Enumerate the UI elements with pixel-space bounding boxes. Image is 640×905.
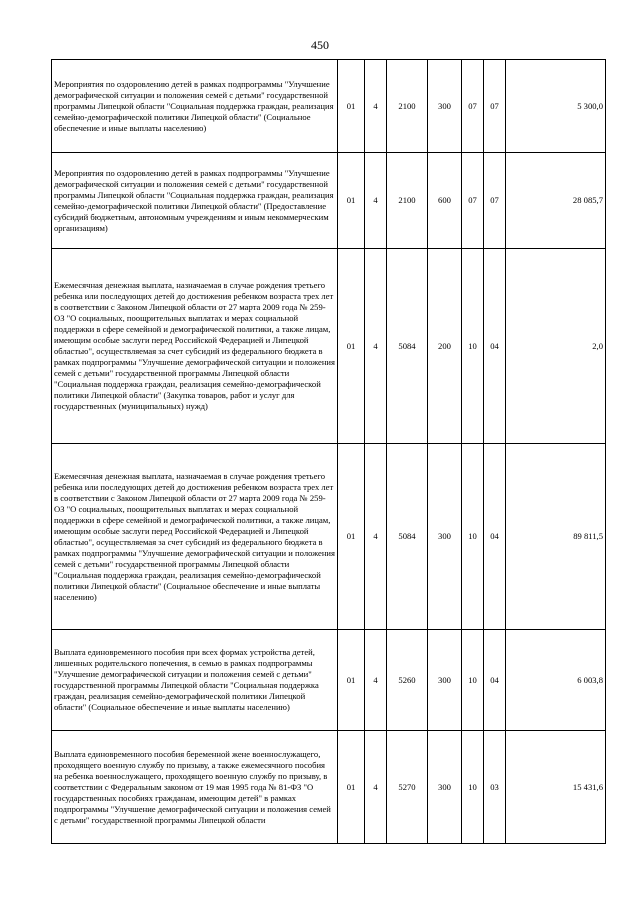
cell-code-2: 4 (365, 249, 387, 444)
cell-amount: 15 431,6 (506, 731, 606, 844)
cell-code-4: 300 (428, 60, 462, 153)
cell-code-3: 5084 (387, 444, 428, 630)
cell-amount: 28 085,7 (506, 153, 606, 249)
row-description: Выплата единовременного пособия при всех формах устройства детей, лишенных родительского попечения, в семью в рамках подпрограммы "Улучшение демографической ситуации и положения семей с детьми" государственной программы Липецкой области "Социальная поддержка граждан, реализация семейно-демографической политики Липецкой области" (Социальное обеспечение и иные выплаты населению) (52, 630, 338, 731)
table-row (52, 444, 606, 630)
cell-code-6: 07 (484, 60, 506, 153)
cell-code-3: 5270 (387, 731, 428, 844)
cell-code-2: 4 (365, 630, 387, 731)
cell-code-1: 01 (338, 731, 365, 844)
cell-code-5: 10 (462, 249, 484, 444)
cell-amount: 5 300,0 (506, 60, 606, 153)
cell-code-6: 04 (484, 630, 506, 731)
cell-code-1: 01 (338, 630, 365, 731)
cell-code-6: 07 (484, 153, 506, 249)
cell-code-2: 4 (365, 60, 387, 153)
page-number: 450 (311, 38, 329, 52)
table-row (52, 630, 606, 731)
cell-code-3: 2100 (387, 153, 428, 249)
cell-code-6: 04 (484, 444, 506, 630)
cell-code-5: 10 (462, 731, 484, 844)
table-row (52, 249, 606, 444)
cell-code-6: 04 (484, 249, 506, 444)
cell-code-2: 4 (365, 444, 387, 630)
cell-amount: 6 003,8 (506, 630, 606, 731)
row-description: Мероприятия по оздоровлению детей в рамках подпрограммы "Улучшение демографической ситуации и положения семей с детьми" государственной программы Липецкой области "Социальная поддержка граждан, реализация семейно-демографической политики Липецкой области" (Социальное обеспечение и иные выплаты населению) (52, 60, 338, 153)
budget-table (51, 59, 606, 844)
cell-code-1: 01 (338, 153, 365, 249)
cell-code-4: 300 (428, 444, 462, 630)
cell-code-2: 4 (365, 731, 387, 844)
table-row (52, 731, 606, 844)
row-description: Ежемесячная денежная выплата, назначаемая в случае рождения третьего ребенка или последующих детей до достижения ребенком возраста трех лет в соответствии с Законом Липецкой области от 27 марта 2009 года № 259-ОЗ "О социальных, поощрительных выплатах и мерах социальной поддержки в сфере семейной и демографической политики, а также лицам, имеющим особые заслуги перед Российской Федерацией и Липецкой областью", осуществляемая за счет субсидий из федерального бюджета в рамках подпрограммы "Улучшение демографической ситуации и положения семей с детьми" государственной программы Липецкой области "Социальная поддержка граждан, реализация семейно-демографической политики Липецкой области" (Закупка товаров, работ и услуг для государственных (муниципальных) нужд) (52, 249, 338, 444)
cell-code-4: 300 (428, 731, 462, 844)
row-description: Ежемесячная денежная выплата, назначаемая в случае рождения третьего ребенка или последующих детей до достижения ребенком возраста трех лет в соответствии с Законом Липецкой области от 27 марта 2009 года № 259-ОЗ "О социальных, поощрительных выплатах и мерах социальной поддержки в сфере семейной и демографической политики, а также лицам, имеющим особые заслуги перед Российской Федерацией и Липецкой областью", осуществляемая за счет субсидий из федерального бюджета в рамках подпрограммы "Улучшение демографической ситуации и положения семей с детьми" государственной программы Липецкой области "Социальная поддержка граждан, реализация семейно-демографической политики Липецкой области" (Социальное обеспечение и иные выплаты населению) (52, 444, 338, 630)
cell-code-4: 300 (428, 630, 462, 731)
cell-code-1: 01 (338, 249, 365, 444)
cell-code-5: 10 (462, 444, 484, 630)
cell-code-6: 03 (484, 731, 506, 844)
table-row (52, 60, 606, 153)
cell-code-4: 200 (428, 249, 462, 444)
cell-code-5: 10 (462, 630, 484, 731)
cell-code-3: 5260 (387, 630, 428, 731)
cell-code-5: 07 (462, 60, 484, 153)
cell-amount: 89 811,5 (506, 444, 606, 630)
row-description: Выплата единовременного пособия беременной жене военнослужащего, проходящего военную службу по призыву, а также ежемесячного пособия на ребенка военнослужащего, проходящего военную службу по призыву, в соответствии с Федеральным законом от 19 мая 1995 года № 81-ФЗ "О государственных пособиях гражданам, имеющим детей" в рамках подпрограммы "Улучшение демографической ситуации и положения семей с детьми" государственной программы Липецкой области (52, 731, 338, 844)
row-description: Мероприятия по оздоровлению детей в рамках подпрограммы "Улучшение демографической ситуации и положения семей с детьми" государственной программы Липецкой области "Социальная поддержка граждан, реализация семейно-демографической политики Липецкой области" (Предоставление субсидий бюджетным, автономным учреждениям и иным некоммерческим организациям) (52, 153, 338, 249)
cell-code-2: 4 (365, 153, 387, 249)
cell-code-3: 5084 (387, 249, 428, 444)
cell-code-4: 600 (428, 153, 462, 249)
cell-code-1: 01 (338, 444, 365, 630)
cell-code-1: 01 (338, 60, 365, 153)
cell-code-3: 2100 (387, 60, 428, 153)
cell-amount: 2,0 (506, 249, 606, 444)
cell-code-5: 07 (462, 153, 484, 249)
table-row (52, 153, 606, 249)
